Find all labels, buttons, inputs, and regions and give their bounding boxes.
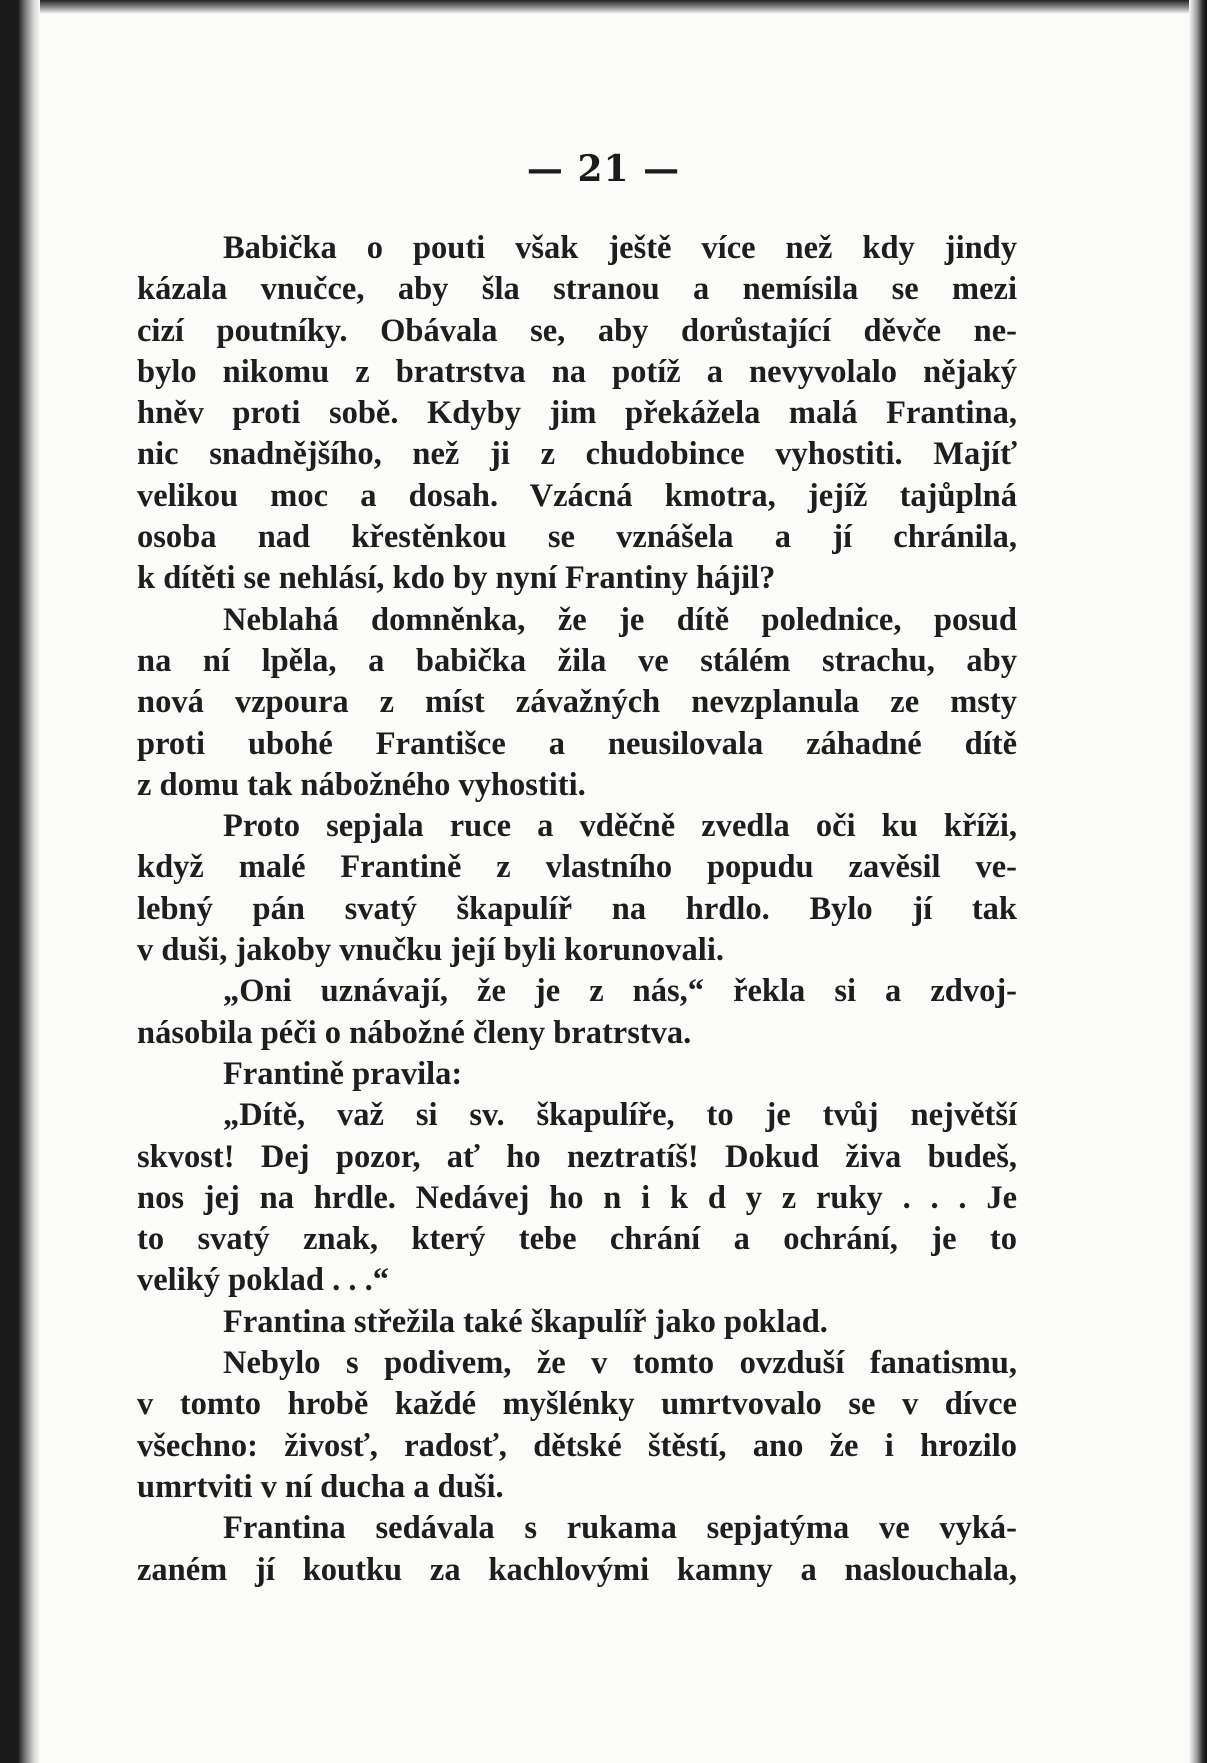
text-line: hněv proti sobě. Kdyby jim překážela malá Frantina, bbox=[137, 395, 1017, 432]
text-line: skvost! Dej pozor, ať ho neztratíš! Dokud živa budeš, bbox=[137, 1138, 1017, 1175]
text-line: z domu tak nábožného vyhostiti. bbox=[137, 766, 586, 803]
book-binding-edge bbox=[0, 0, 40, 1763]
text-line: Neblahá domněnka, že je dítě polednice, posud bbox=[223, 601, 1017, 638]
text-line: když malé Frantině z vlastního popudu zavěsil ve- bbox=[137, 849, 1017, 886]
text-line: umrtviti v ní ducha a duši. bbox=[137, 1468, 504, 1505]
text-line: „Oni uznávají, že je z nás,“ řekla si a zdvoj- bbox=[223, 973, 1017, 1010]
page-right-edge bbox=[1189, 0, 1207, 1763]
text-line: v tomto hrobě každé myšlénky umrtvovalo se v dívce bbox=[137, 1386, 1017, 1423]
text-line: Proto sepjala ruce a vděčně zvedla oči ku kříži, bbox=[223, 808, 1017, 845]
text-line: všechno: živosť, radosť, dětské štěstí, ano že i hrozilo bbox=[137, 1427, 1017, 1464]
text-line: to svatý znak, který tebe chrání a ochrání, je to bbox=[137, 1221, 1017, 1258]
text-line: velikou moc a dosah. Vzácná kmotra, jejíž tajůplná bbox=[137, 477, 1017, 514]
page-number: — 21 — bbox=[526, 148, 681, 190]
text-line: k dítěti se nehlásí, kdo by nyní Frantiny hájil? bbox=[137, 560, 776, 597]
text-line: osoba nad křestěnkou se vznášela a jí chránila, bbox=[137, 519, 1017, 556]
text-line: násobila péči o nábožné členy bratrstva. bbox=[137, 1014, 692, 1051]
text-line: Nebylo s podivem, že v tomto ovzduší fanatismu, bbox=[223, 1345, 1017, 1382]
text-line: nos jej na hrdle. Nedávej ho n i k d y z ruky . . . Je bbox=[137, 1179, 1017, 1216]
text-line: na ní lpěla, a babička žila ve stálém strachu, aby bbox=[137, 642, 1017, 679]
text-line: bylo nikomu z bratrstva na potíž a nevyvolalo nějaký bbox=[137, 353, 1017, 390]
body-text bbox=[137, 228, 1017, 1591]
text-line: v duši, jakoby vnučku její byli korunovali. bbox=[137, 932, 724, 969]
text-line: nová vzpoura z míst závažných nevzplanula ze msty bbox=[137, 684, 1017, 721]
text-line: proti ubohé Františce a neusilovala záhadné dítě bbox=[137, 725, 1017, 762]
text-line: lebný pán svatý škapulíř na hrdlo. Bylo jí tak bbox=[137, 890, 1017, 927]
text-line: Frantina střežila také škapulíř jako poklad. bbox=[223, 1303, 828, 1340]
page-top-edge bbox=[0, 0, 1207, 14]
text-line: veliký poklad . . .“ bbox=[137, 1262, 389, 1299]
text-line: „Dítě, važ si sv. škapulíře, to je tvůj největší bbox=[223, 1097, 1017, 1134]
text-line: Babička o pouti však ještě více než kdy jindy bbox=[223, 230, 1017, 266]
text-line: Frantině pravila: bbox=[223, 1055, 463, 1092]
text-line: kázala vnučce, aby šla stranou a nemísila se mezi bbox=[137, 271, 1017, 308]
text-line: cizí poutníky. Obávala se, aby dorůstající děvče ne- bbox=[137, 312, 1017, 349]
text-line: nic snadnějšího, než ji z chudobince vyhostiti. Majíť bbox=[137, 436, 1017, 473]
text-line: Frantina sedávala s rukama sepjatýma ve vyká- bbox=[223, 1510, 1017, 1547]
text-line: zaném jí koutku za kachlovými kamny a naslouchala, bbox=[137, 1551, 1017, 1588]
